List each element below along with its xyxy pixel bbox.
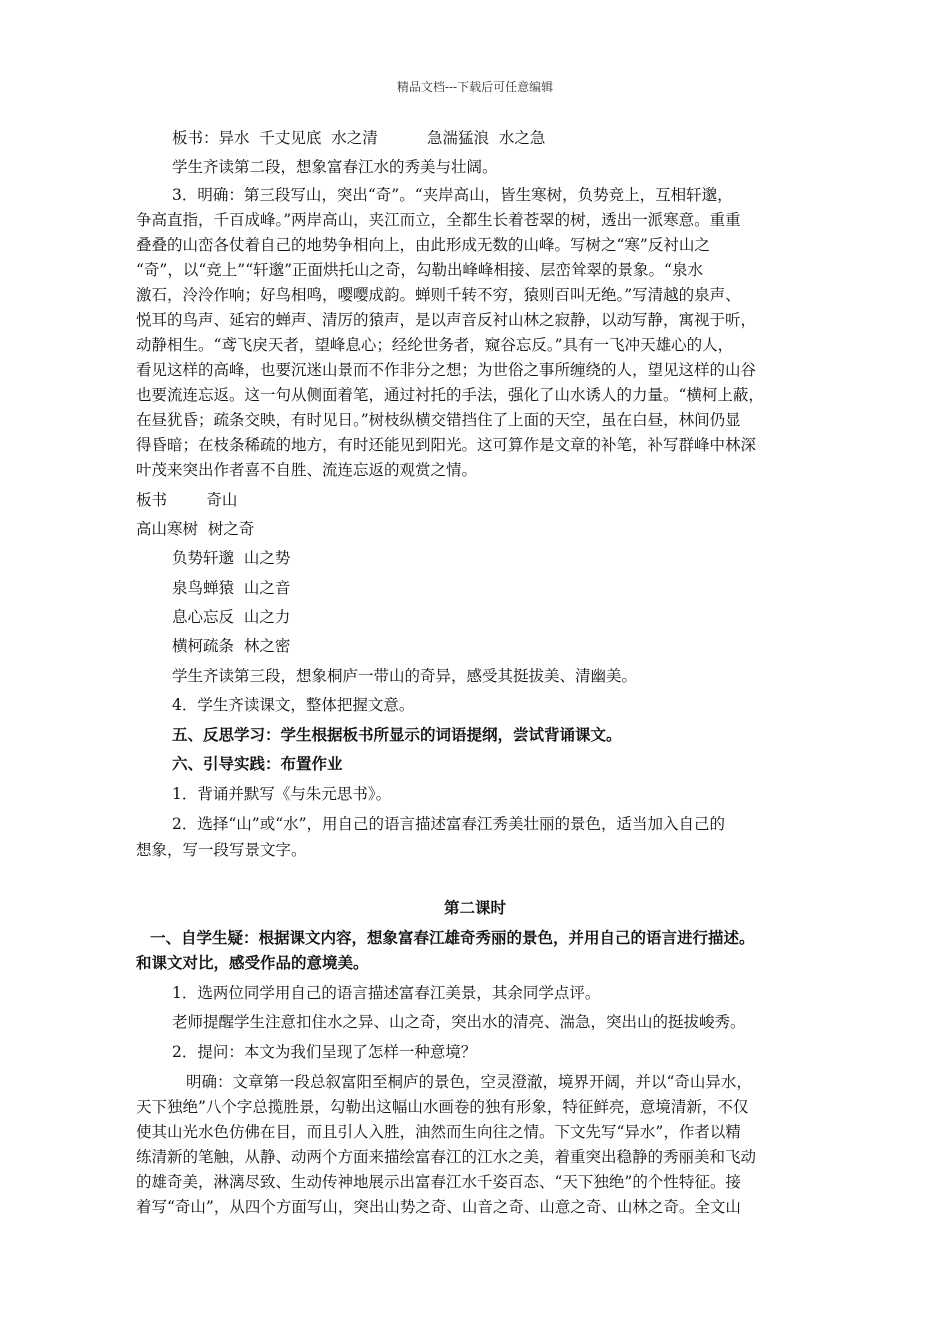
paragraph-line: 在昼犹昏；疏条交映，有时见日。”树枝纵横交错挡住了上面的天空，虽在白昼，林间仍显: [136, 411, 741, 429]
paragraph-line: 学生齐读第三段，想象桐庐一带山的奇异，感受其挺拔美、清幽美。: [172, 667, 638, 685]
paragraph-line: 3．明确：第三段写山，突出“奇”。“夹岸高山，皆生寒树，负势竞上，互相轩邈，: [172, 186, 733, 204]
paragraph-line: 2．提问：本文为我们呈现了怎样一种意境？: [172, 1043, 477, 1061]
paragraph-line: 学生齐读第二段，想象富春江水的秀美与壮阔。: [172, 158, 498, 176]
paragraph-line: 天下独绝”八个字总揽胜景，勾勒出这幅山水画卷的独有形象，特征鲜亮，意境清新，不仅: [136, 1098, 749, 1116]
paragraph-line: 激石，泠泠作响；好鸟相鸣，嘤嘤成韵。蝉则千转不穷，猿则百叫无绝。”写清越的泉声、: [136, 286, 741, 304]
homework-item: 2．选择“山”或“水”，用自己的语言描述富春江秀美壮丽的景色，适当加入自己的: [172, 815, 726, 833]
paragraph-line: 的雄奇美，淋漓尽致、生动传神地展示出富春江水千姿百态、“天下独绝”的个性特征。接: [136, 1173, 741, 1191]
paragraph-line: 练清新的笔触，从静、动两个方面来描绘富春江的江水之美，着重突出稳静的秀丽美和飞动: [136, 1148, 757, 1166]
paragraph-line: 悦耳的鸟声、延宕的蝉声、清厉的猿声，是以声音反衬山林之寂静，以动写静，寓视于听，: [136, 311, 757, 329]
paragraph-line: 叶茂来突出作者喜不自胜、流连忘返的观赏之情。: [136, 461, 478, 479]
section-heading-reflection: 五、反思学习：学生根据板书所显示的词语提纲，尝试背诵课文。: [172, 725, 622, 744]
paragraph-line: 使其山光水色仿佛在目，而且引人入胜，油然而生向往之情。下文先写“异水”，作者以精: [136, 1123, 741, 1141]
homework-item-continued: 想象，写一段写景文字。: [136, 841, 307, 859]
board-notes-row: 横柯疏条 林之密: [172, 637, 291, 655]
homework-item: 1．背诵并默写《与朱元思书》。: [172, 785, 392, 803]
paragraph-line: 也要流连忘返。这一句从侧面着笔，通过衬托的手法，强化了山水诱人的力量。“横柯上蔽，: [136, 386, 764, 404]
section-heading-practice: 六、引导实践：布置作业: [172, 754, 343, 773]
paragraph-line: 叠叠的山峦各仗着自己的地势争相向上，由此形成无数的山峰。写树之“寒”反衬山之: [136, 236, 710, 254]
paragraph-line: 明确：文章第一段总叙富阳至桐庐的景色，空灵澄澈，境界开阔，并以“奇山异水，: [186, 1073, 752, 1091]
paragraph-line: 着写“奇山”，从四个方面写山，突出山势之奇、山音之奇、山意之奇、山林之奇。全文山: [136, 1198, 741, 1216]
lesson-title: 第二课时: [443, 898, 506, 917]
section-heading-self-study-continued: 和课文对比，感受作品的意境美。: [136, 953, 369, 972]
board-notes-mountain: 板书 奇山: [136, 491, 238, 509]
paragraph-line: 得昏暗；在枝条稀疏的地方，有时还能见到阳光。这可算作是文章的补笔，补写群峰中林深: [136, 436, 757, 454]
paragraph-line: “奇”，以“竞上”“轩邈”正面烘托山之奇，勾勒出峰峰相接、层峦耸翠的景象。“泉水: [136, 261, 703, 279]
paragraph-line: 动静相生。“鸢飞戾天者，望峰息心；经纶世务者，窥谷忘反。”具有一飞冲天雄心的人，: [136, 336, 734, 354]
page-header: 精品文档---下载后可任意编辑: [396, 80, 554, 94]
paragraph-line: 4．学生齐读课文，整体把握文意。: [172, 696, 415, 714]
paragraph-line: 1．选两位同学用自己的语言描述富春江美景，其余同学点评。: [172, 984, 601, 1002]
board-notes-row: 负势轩邈 山之势: [172, 549, 291, 567]
board-notes-row: 息心忘反 山之力: [172, 608, 291, 626]
board-notes-row: 高山寒树 树之奇: [136, 520, 255, 538]
paragraph-line: 争高直指，千百成峰。”两岸高山，夹江而立，全都生长着苍翠的树，透出一派寒意。重重: [136, 211, 741, 229]
section-heading-self-study: 一、自学生疑：根据课文内容，想象富春江雄奇秀丽的景色，并用自己的语言进行描述。: [150, 928, 755, 947]
paragraph-line: 老师提醒学生注意扣住水之异、山之奇，突出水的清亮、湍急，突出山的挺拔峻秀。: [172, 1013, 746, 1031]
board-notes-water: 板书：异水 千丈见底 水之清 急湍猛浪 水之急: [172, 129, 546, 147]
paragraph-line: 看见这样的高峰，也要沉迷山景而不作非分之想；为世俗之事所缠绕的人，望见这样的山谷: [136, 361, 757, 379]
board-notes-row: 泉鸟蝉猿 山之音: [172, 579, 291, 597]
